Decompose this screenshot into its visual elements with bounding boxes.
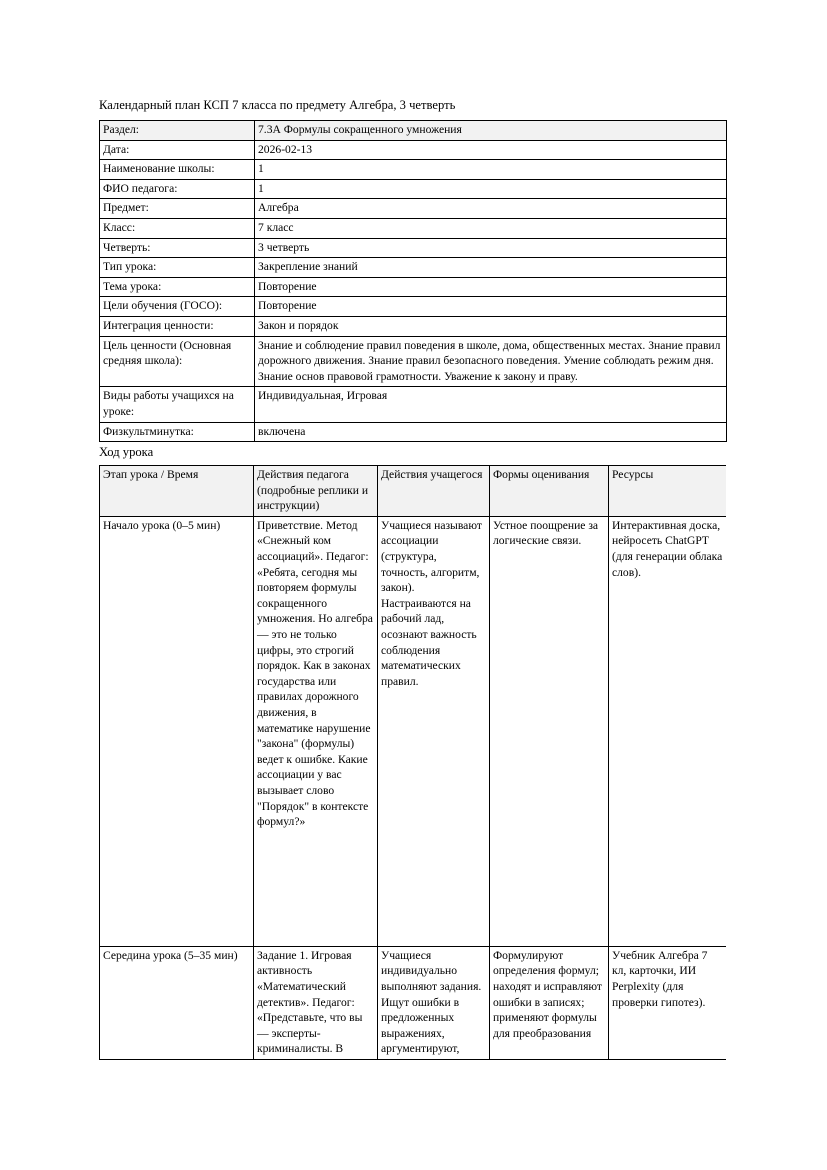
table-row — [100, 238, 727, 258]
info-label: Тема урока: — [100, 277, 255, 297]
table-row — [100, 140, 727, 160]
cell-resources: Интерактивная доска, нейросеть ChatGPT (для генерации облака слов). — [609, 516, 727, 946]
cell-resources: Учебник Алгебра 7 кл, карточки, ИИ Perplexity (для проверки гипотез). — [609, 946, 727, 1059]
info-label: Интеграция ценности: — [100, 316, 255, 336]
info-label: Класс: — [100, 218, 255, 238]
info-value: Повторение — [255, 277, 727, 297]
cell-teacher-actions: Приветствие. Метод «Снежный ком ассоциаций». Педагог: «Ребята, сегодня мы повторяем формулы сокращенного умножения. Но алгебра — это не только цифры, это строгий порядок. Как в законах государства или правилах дорожного движения, в математике нарушение "закона" (формулы) ведет к ошибке. Какие ассоциации у вас вызывает слово "Порядок" в контексте формул?» — [254, 516, 378, 946]
lesson-info-body — [100, 121, 727, 442]
info-label: Предмет: — [100, 199, 255, 219]
info-value: Повторение — [255, 297, 727, 317]
info-value: включена — [255, 422, 727, 442]
info-value: Знание и соблюдение правил поведения в школе, дома, общественных местах. Знание правил дорожного движения. Знание правил безопасного поведения. Умение соблюдать режим дня. Знание основ правовой грамотности. Уважение к закону и праву. — [255, 336, 727, 387]
info-label: Цели обучения (ГОСО): — [100, 297, 255, 317]
cell-stage: Середина урока (5–35 мин) — [100, 946, 254, 1059]
lesson-flow-table — [99, 465, 726, 1060]
lesson-flow-head — [100, 466, 727, 517]
lesson-info-table — [99, 120, 727, 442]
table-row — [100, 277, 727, 297]
info-label: Четверть: — [100, 238, 255, 258]
info-label: Тип урока: — [100, 258, 255, 278]
column-header-resources: Ресурсы — [609, 466, 727, 517]
info-label: Наименование школы: — [100, 160, 255, 180]
page-title: Календарный план КСП 7 класса по предмету Алгебра, 3 четверть — [99, 98, 456, 112]
table-row — [100, 179, 727, 199]
table-row — [100, 516, 727, 946]
cell-assessment: Устное поощрение за логические связи. — [490, 516, 609, 946]
info-label: Цель ценности (Основная средняя школа): — [100, 336, 255, 387]
cell-assessment: Формулируют определения формул; находят и исправляют ошибки в записях; применяют формулы для преобразования — [490, 946, 609, 1059]
section-heading-lesson-flow: Ход урока — [99, 445, 154, 460]
info-label: ФИО педагога: — [100, 179, 255, 199]
table-row — [100, 218, 727, 238]
table-row — [100, 946, 727, 1059]
lesson-flow-table-viewport — [99, 465, 726, 1087]
column-header-student-actions: Действия учащегося — [378, 466, 490, 517]
info-value: Закон и порядок — [255, 316, 727, 336]
table-header-row — [100, 466, 727, 517]
info-value: 1 — [255, 179, 727, 199]
table-row — [100, 422, 727, 442]
info-value: 3 четверть — [255, 238, 727, 258]
table-row — [100, 258, 727, 278]
info-label: Дата: — [100, 140, 255, 160]
info-label: Физкультминутка: — [100, 422, 255, 442]
cell-student-actions: Учащиеся называют ассоциации (структура, точность, алгоритм, закон). Настраиваются на рабочий лад, осознают важность соблюдения математических правил. — [378, 516, 490, 946]
info-value: Алгебра — [255, 199, 727, 219]
info-value: 7.3А Формулы сокращенного умножения — [255, 121, 727, 141]
table-row — [100, 336, 727, 387]
table-row — [100, 297, 727, 317]
info-value: 1 — [255, 160, 727, 180]
info-label: Виды работы учащихся на уроке: — [100, 387, 255, 422]
cell-student-actions: Учащиеся индивидуально выполняют задания. Ищут ошибки в предложенных выражениях, аргументируют, — [378, 946, 490, 1059]
info-value: Закрепление знаний — [255, 258, 727, 278]
table-row — [100, 121, 727, 141]
table-row — [100, 316, 727, 336]
cell-stage: Начало урока (0–5 мин) — [100, 516, 254, 946]
lesson-flow-body — [100, 516, 727, 1059]
cell-teacher-actions: Задание 1. Игровая активность «Математический детектив». Педагог: «Представьте, что вы — эксперты-криминалисты. В — [254, 946, 378, 1059]
column-header-stage: Этап урока / Время — [100, 466, 254, 517]
info-label: Раздел: — [100, 121, 255, 141]
column-header-assessment: Формы оценивания — [490, 466, 609, 517]
column-header-teacher-actions: Действия педагога (подробные реплики и инструкции) — [254, 466, 378, 517]
info-value: 2026-02-13 — [255, 140, 727, 160]
table-row — [100, 199, 727, 219]
table-row — [100, 387, 727, 422]
table-row — [100, 160, 727, 180]
info-value: 7 класс — [255, 218, 727, 238]
info-value: Индивидуальная, Игровая — [255, 387, 727, 422]
